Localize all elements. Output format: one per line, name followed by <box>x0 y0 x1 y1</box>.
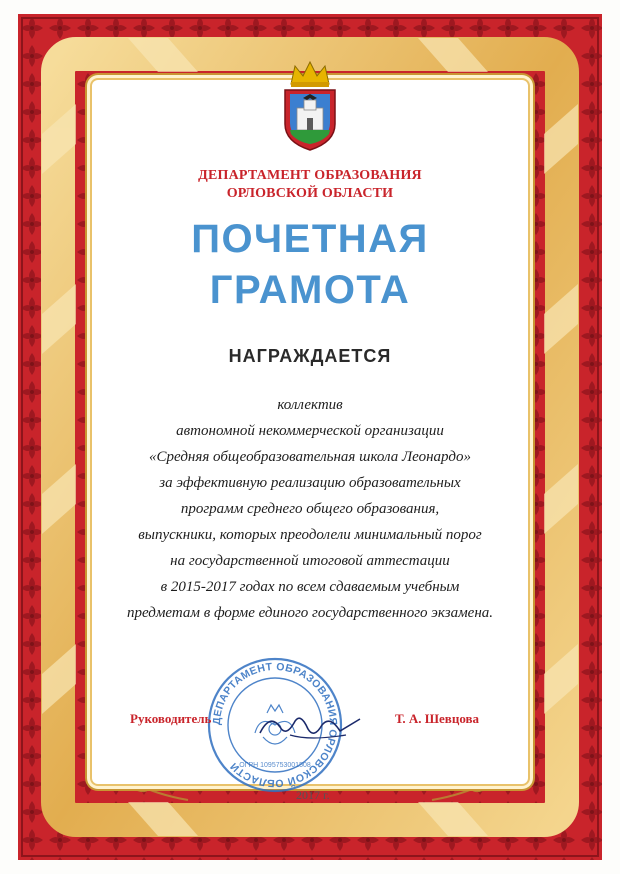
title-line2: ГРАМОТА <box>209 268 411 312</box>
body-line-8: в 2015-2017 годах по всем сдаваемым учебным <box>160 579 460 595</box>
body-line-9: предметам в форме единого государственного экзамена. <box>126 605 494 621</box>
body-line-4: за эффективную реализацию образовательных <box>159 475 461 491</box>
department-name-line1: ДЕПАРТАМЕНТ ОБРАЗОВАНИЯ <box>198 168 422 183</box>
department-name-line2: ОРЛОВСКОЙ ОБЛАСТИ <box>226 186 394 201</box>
signatory-title: Руководитель <box>130 711 212 726</box>
issue-year: 2017 г. <box>296 788 330 802</box>
body-line-5: программ среднего общего образования, <box>180 501 440 517</box>
signatory-name: Т. А. Шевцова <box>395 711 480 726</box>
svg-text:ОГРН 1095753001508: ОГРН 1095753001508 <box>239 762 311 769</box>
body-line-6: выпускники, которых преодолели минимальный порог <box>138 527 482 543</box>
handwritten-signature <box>250 705 370 745</box>
body-line-7: на государственной итоговой аттестации <box>170 553 450 569</box>
body-line-3: «Средняя общеобразовательная школа Леонардо» <box>149 449 471 465</box>
awarded-heading: НАГРАЖДАЕТСЯ <box>228 346 392 366</box>
body-line-2: автономной некоммерческой организации <box>176 423 444 439</box>
body-line-1: коллектив <box>277 397 343 413</box>
title-line1: ПОЧЕТНАЯ <box>191 217 429 261</box>
coat-of-arms-emblem <box>277 58 343 154</box>
svg-text:ДЕПАРТАМЕНТ ОБРАЗОВАНИЯ ОРЛОВС: ДЕПАРТАМЕНТ ОБРАЗОВАНИЯ ОРЛОВСКОЙ ОБЛАСТИ <box>210 660 340 790</box>
